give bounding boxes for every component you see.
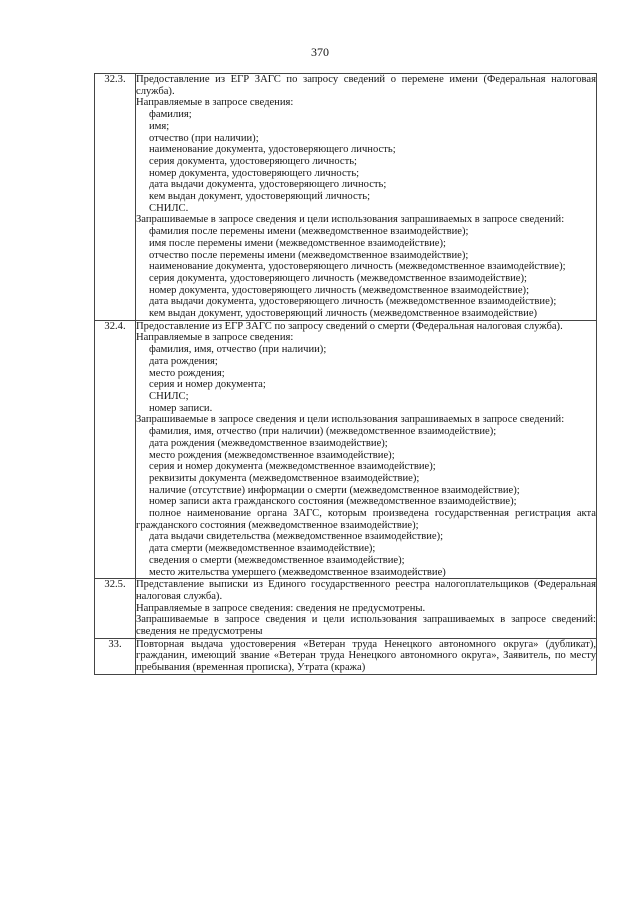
list-item: серия документа, удостоверяющего личность; <box>149 155 357 167</box>
list-item: наименование документа, удостоверяющего личность; <box>149 144 396 156</box>
list-item: номер документа, удостоверяющего личность; <box>149 167 360 179</box>
list-item: отчество (при наличии); <box>149 132 259 144</box>
list-item: номер записи акта гражданского состояния (межведомственное взаимодействие); <box>149 496 517 508</box>
list-item: фамилия, имя, отчество (при наличии); <box>149 344 327 356</box>
list-item: отчество после перемены имени (межведомственное взаимодействие); <box>149 249 469 261</box>
list-item: СНИЛС. <box>149 202 189 214</box>
sent-data-label: Направляемые в запросе сведения: <box>136 332 294 344</box>
sent-data-line: Направляемые в запросе сведения: сведения не предусмотрены. <box>136 602 426 614</box>
list-item: серия и номер документа (межведомственное взаимодействие); <box>149 461 436 473</box>
list-item: дата выдачи документа, удостоверяющего личность; <box>149 179 387 191</box>
page-number: 370 <box>311 45 329 59</box>
row-content <box>136 638 597 674</box>
list-item: кем выдан документ, удостоверяющий личность (межведомственное взаимодействие) <box>149 308 538 320</box>
services-table <box>94 73 597 675</box>
list-item: наименование документа, удостоверяющего личность (межведомственное взаимодействие); <box>149 261 566 273</box>
list-item: имя; <box>149 120 170 132</box>
table-row <box>95 579 597 639</box>
requested-data-label: Запрашиваемые в запросе сведения и цели использования запрашиваемых в запросе сведений: <box>136 414 565 426</box>
list-item: дата выдачи свидетельства (межведомственное взаимодействие); <box>149 531 444 543</box>
list-item: СНИЛС; <box>149 390 189 402</box>
list-item: серия документа, удостоверяющего личность (межведомственное взаимодействие); <box>149 272 527 284</box>
list-item: имя после перемены имени (межведомственное взаимодействие); <box>149 237 446 249</box>
row-content <box>136 74 597 321</box>
service-title: Представление выписки из Единого государственного реестра налогоплательщиков (Федеральная налоговая служба). <box>136 579 596 602</box>
list-item: дата выдачи документа, удостоверяющего личность (межведомственное взаимодействие); <box>149 296 557 308</box>
list-item: дата рождения; <box>149 355 218 367</box>
service-title: Предоставление из ЕГР ЗАГС по запросу сведений о перемене имени (Федеральная налоговая служба). <box>136 74 596 97</box>
table-row <box>95 74 597 321</box>
list-item: фамилия после перемены имени (межведомственное взаимодействие); <box>149 226 469 238</box>
list-item: полное наименование органа ЗАГС, которым произведена государственная регистрация акта гражданского состояния (межведомственное взаимодействие); <box>136 508 596 531</box>
list-item: дата смерти (межведомственное взаимодействие); <box>149 543 376 555</box>
row-number: 33. <box>95 638 136 674</box>
list-item: наличие (отсутствие) информации о смерти (межведомственное взаимодействие); <box>149 484 520 496</box>
list-item: место жительства умершего (межведомственное взаимодействие) <box>149 566 446 578</box>
list-item: место рождения; <box>149 367 225 379</box>
list-item: сведения о смерти (межведомственное взаимодействие); <box>149 554 405 566</box>
list-item: фамилия; <box>149 109 192 121</box>
table-row <box>95 638 597 674</box>
row-number: 32.3. <box>95 74 136 321</box>
list-item: фамилия, имя, отчество (при наличии) (межведомственное взаимодействие); <box>149 426 497 438</box>
list-item: серия и номер документа; <box>149 379 266 391</box>
list-item: реквизиты документа (межведомственное взаимодействие); <box>149 472 420 484</box>
list-item: номер документа, удостоверяющего личность (межведомственное взаимодействие); <box>149 284 530 296</box>
list-item: место рождения (межведомственное взаимодействие); <box>149 449 395 461</box>
sent-data-label: Направляемые в запросе сведения: <box>136 97 294 109</box>
requested-data-label: Запрашиваемые в запросе сведения и цели использования запрашиваемых в запросе сведений: <box>136 214 565 226</box>
service-title: Предоставление из ЕГР ЗАГС по запросу сведений о смерти (Федеральная налоговая служба). <box>136 320 563 332</box>
list-item: дата рождения (межведомственное взаимодействие); <box>149 437 388 449</box>
list-item: кем выдан документ, удостоверяющий личность; <box>149 191 371 203</box>
row-number: 32.4. <box>95 320 136 578</box>
service-title: Повторная выдача удостоверения «Ветеран труда Ненецкого автономного округа» (дубликат), гражданин, имеющий звание «Ветеран труда Ненецкого автономного округа», Заявитель, по месту пребывания (временная прописка), Утрата (кража) <box>136 638 596 674</box>
row-content <box>136 320 597 578</box>
list-item: номер записи. <box>149 402 213 414</box>
table-row <box>95 320 597 578</box>
requested-data-line: Запрашиваемые в запросе сведения и цели использования запрашиваемых в запросе сведений: сведения не предусмотрены <box>136 614 596 638</box>
row-content <box>136 579 597 639</box>
row-number: 32.5. <box>95 579 136 639</box>
